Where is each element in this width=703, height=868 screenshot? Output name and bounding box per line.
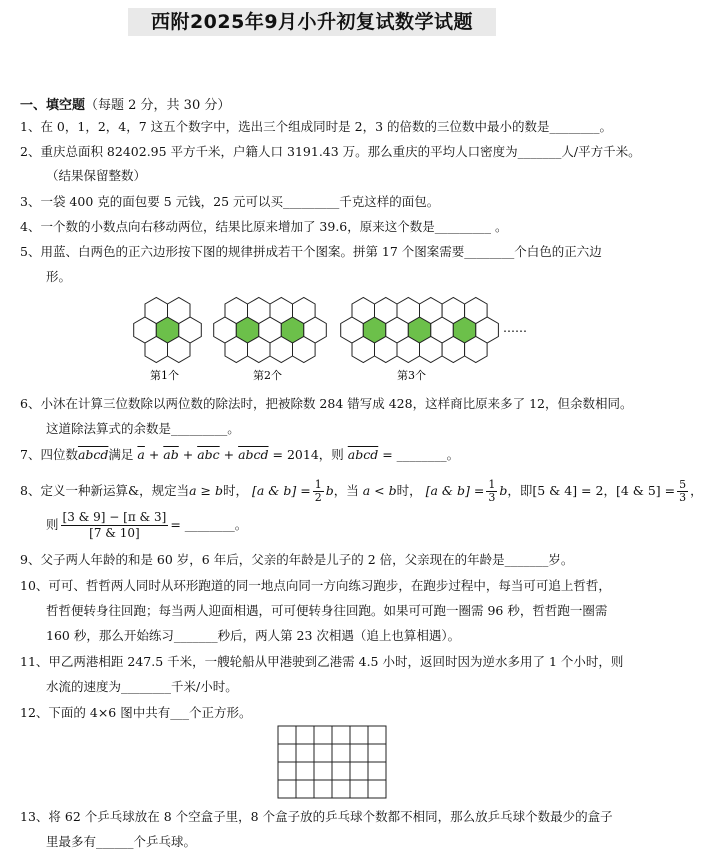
section-heading bbox=[20, 94, 230, 113]
frac-num: 5 bbox=[679, 478, 687, 491]
question-2-line1: 2、重庆总面积 82402.95 平方千米，户籍人口 3191.43 万。那么重庆的平均人口密度为_______人/平方千米。 bbox=[20, 144, 641, 159]
pattern-label-1: 第1个 bbox=[150, 369, 179, 382]
q7-mid: 满足 bbox=[108, 447, 134, 462]
hexagon-patterns bbox=[134, 298, 499, 363]
question-8-line2 bbox=[46, 510, 665, 541]
question-10-line2: 哲哲便转身往回跑；每当两人迎面相遇，可可便转身往回跑。如果可可跑一圈需 96 秒，哲哲跑一圈需 bbox=[46, 603, 608, 618]
q7-term-ab: $\overline{ab}$ bbox=[163, 447, 179, 462]
frac-num: [3 & 9] − [π & 3] bbox=[62, 510, 167, 524]
grid-cell bbox=[332, 780, 350, 798]
question-5-line2: 形。 bbox=[46, 269, 72, 284]
grid-cell bbox=[296, 744, 314, 762]
question-6-line2: 这道除法算式的余数是_________。 bbox=[46, 421, 240, 436]
grid-cell bbox=[278, 780, 296, 798]
frac-num: 1 bbox=[488, 478, 496, 491]
q8-text1: 时， bbox=[222, 483, 248, 498]
section-note: （每题 2 分，共 30 分） bbox=[85, 98, 231, 113]
grid-cell bbox=[368, 762, 386, 780]
q7-term-a: $\overline{a}$ bbox=[137, 447, 145, 462]
q8-prefix: 8、定义一种新运算&，规定当 bbox=[20, 483, 190, 498]
q8-text4: ，即[5 & 4] = 2，[4 & 5] = bbox=[507, 483, 676, 498]
grid-cell bbox=[368, 780, 386, 798]
grid-cell bbox=[314, 780, 332, 798]
grid-cell bbox=[350, 762, 368, 780]
square-grid-figure bbox=[277, 725, 389, 800]
pattern-label-2: 第2个 bbox=[253, 369, 282, 382]
q7-blank: ________。 bbox=[396, 447, 460, 462]
grid-cell bbox=[350, 744, 368, 762]
q8-text2: ，当 bbox=[333, 483, 359, 498]
q7-answer-abcd: abcd bbox=[347, 447, 379, 462]
question-11-line2: 水流的速度为________千米/小时。 bbox=[46, 679, 238, 694]
question-1: 1、在 0，1，2，4，7 这五个数字中，选出三个组成同时是 2，3 的倍数的三位数中最小的数是________。 bbox=[20, 119, 613, 134]
question-10-line3: 160 秒，那么开始练习_______秒后，两人第 23 次相遇（追上也算相遇）。 bbox=[46, 628, 461, 643]
q7-term-abc: $\overline{abc}$ bbox=[197, 447, 220, 462]
frac-num: 1 bbox=[314, 478, 322, 491]
q7-prefix: 7、四位数 bbox=[20, 447, 78, 462]
grid-cell bbox=[350, 780, 368, 798]
grid-cell bbox=[368, 726, 386, 744]
grid-cell bbox=[314, 744, 332, 762]
question-8-line1: 8、定义一种新运算&，规定当a ≥ b时， [a & b] = $\frac{1}{2}$ b，当 a < b时， [a & b] = $\frac{1}{3}$ b，即[5 & 4] = 2，[4 & 5] = $\frac{5}{3}$ ， bbox=[20, 478, 703, 504]
grid-cell bbox=[332, 744, 350, 762]
grid-cell bbox=[332, 762, 350, 780]
q8-b1: b bbox=[325, 483, 334, 498]
q8-text3: 时， bbox=[396, 483, 422, 498]
frac-den: 3 bbox=[679, 491, 687, 504]
page-title: 西附2025年9月小升初复试数学试题 bbox=[128, 8, 496, 36]
pattern-label-3: 第3个 bbox=[397, 369, 426, 382]
grid-cell bbox=[296, 726, 314, 744]
question-9: 9、父子两人年龄的和是 60 岁，6 年后，父亲的年龄是儿子的 2 倍，父亲现在的年龄是_______岁。 bbox=[20, 552, 574, 567]
grid-cell bbox=[278, 726, 296, 744]
question-11-line1: 11、甲乙两港相距 247.5 千米，一艘轮船从甲港驶到乙港需 4.5 小时，返回时因为逆水多用了 1 个小时，则 bbox=[20, 654, 624, 669]
hexagon-figure bbox=[0, 290, 675, 390]
grid-cell bbox=[296, 762, 314, 780]
question-3: 3、一袋 400 克的面包要 5 元钱，25 元可以买_________千克这样的面包。 bbox=[20, 194, 440, 209]
q8-frac-five-thirds bbox=[677, 479, 688, 504]
grid-cell bbox=[296, 780, 314, 798]
q8-blank: = ________。 bbox=[170, 517, 248, 532]
q8-expr2: [a & b] = bbox=[425, 483, 485, 498]
section-name: 一、填空题 bbox=[20, 98, 86, 113]
grid-cell bbox=[314, 726, 332, 744]
question-13-line2: 里最多有______个乒乓球。 bbox=[46, 834, 197, 849]
q8-cond1: a ≥ b bbox=[189, 483, 223, 498]
q8-b2: b bbox=[499, 483, 508, 498]
q7-abcd: abcd bbox=[77, 447, 109, 462]
ellipsis: …… bbox=[503, 321, 527, 335]
frac-den: [7 & 10] bbox=[89, 526, 140, 540]
question-2-line2: （结果保留整数） bbox=[46, 168, 147, 183]
q8-expr1: [a & b] = bbox=[251, 483, 311, 498]
grid-cell bbox=[278, 744, 296, 762]
frac-den: 2 bbox=[314, 491, 322, 504]
grid-cell bbox=[350, 726, 368, 744]
q8-then: 则 bbox=[46, 517, 59, 532]
q8-cond2: a < b bbox=[362, 483, 397, 498]
question-7: 7、四位数abcd满足 $\overline{a} + \overline{ab} + \overline{abc}$ + abcd = 2014，则 abcd = ________。 bbox=[20, 447, 460, 462]
grid-cell bbox=[278, 762, 296, 780]
grid-lines bbox=[278, 726, 386, 798]
question-5-line1: 5、用蓝、白两色的正六边形按下图的规律拼成若干个图案。拼第 17 个图案需要________个白色的正六边 bbox=[20, 244, 602, 259]
q8-frac-third bbox=[486, 479, 497, 504]
q8-big-fraction bbox=[61, 510, 169, 541]
q7-equation: = 2014，则 bbox=[272, 447, 344, 462]
q8-frac-half bbox=[313, 479, 324, 504]
question-12: 12、下面的 4×6 图中共有___个正方形。 bbox=[20, 705, 252, 720]
question-4: 4、一个数的小数点向右移动两位，结果比原来增加了 39.6，原来这个数是_________ 。 bbox=[20, 219, 508, 234]
grid-cell bbox=[332, 726, 350, 744]
grid-cell bbox=[314, 762, 332, 780]
q7-term-abcd: abcd bbox=[238, 447, 269, 462]
question-6-line1: 6、小沐在计算三位数除以两位数的除法时，把被除数 284 错写成 428，这样商比原来多了 12，但余数相同。 bbox=[20, 396, 633, 411]
question-13-line1: 13、将 62 个乒乓球放在 8 个空盒子里，8 个盒子放的乒乓球个数都不相同，那么放乒乓球个数最少的盒子 bbox=[20, 809, 613, 824]
grid-cell bbox=[368, 744, 386, 762]
frac-den: 3 bbox=[488, 491, 496, 504]
question-10-line1: 10、可可、哲哲两人同时从环形跑道的同一地点向同一方向练习跑步，在跑步过程中，每当可可追上哲哲， bbox=[20, 578, 611, 593]
